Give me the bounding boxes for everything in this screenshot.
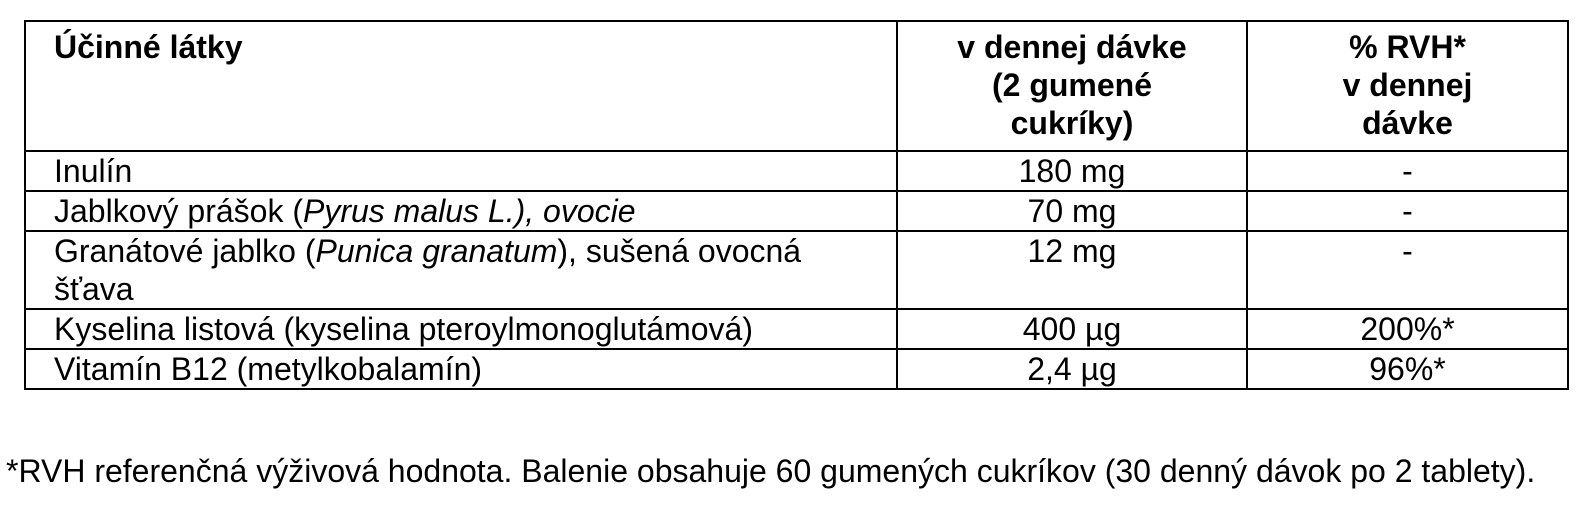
ingredient-name-wrap	[54, 232, 834, 308]
header-daily-dose-line-2: (2 gumené	[991, 67, 1153, 103]
rvh-cell: 200%*	[1247, 309, 1568, 349]
header-rvh-line-2: v dennej	[1342, 67, 1473, 103]
ingredient-name-part: Granátové jablko (	[54, 233, 316, 269]
header-active-ingredients	[25, 21, 897, 151]
table-row	[25, 349, 1568, 389]
header-rvh-line-1: % RVH*	[1349, 29, 1466, 65]
table-row	[25, 231, 1568, 309]
header-daily-dose-line-3: cukríky)	[1010, 105, 1134, 141]
ingredient-name-cell	[25, 309, 897, 349]
ingredient-name-part-italic: Punica granatum	[315, 233, 558, 269]
ingredient-name-part-italic: Pyrus malus L.), ovocie	[302, 193, 636, 229]
ingredient-name-part: Jablkový prášok (	[54, 193, 303, 229]
header-daily-dose-line-1: v dennej dávke	[957, 29, 1187, 65]
header-daily-dose	[897, 21, 1247, 151]
rvh-cell: -	[1247, 231, 1568, 309]
ingredient-name-part: ), sušená ovocná šťava	[54, 233, 802, 307]
rvh-cell: -	[1247, 191, 1568, 231]
ingredient-name-part: Kyselina listová (kyselina pteroylmonoglutámová)	[54, 311, 753, 347]
table-header-row	[25, 21, 1568, 151]
amount-cell: 400 µg	[897, 309, 1247, 349]
header-rvh-percent	[1247, 21, 1568, 151]
ingredient-name-cell	[25, 231, 897, 309]
amount-cell: 70 mg	[897, 191, 1247, 231]
ingredient-name-cell	[25, 151, 897, 191]
amount-cell: 2,4 µg	[897, 349, 1247, 389]
table-row	[25, 191, 1568, 231]
table-row	[25, 309, 1568, 349]
header-active-ingredients-label: Účinné látky	[54, 29, 243, 65]
ingredient-name-part: Vitamín B12 (metylkobalamín)	[54, 351, 483, 387]
ingredient-name-cell	[25, 349, 897, 389]
ingredient-name-part: Inulín	[54, 153, 133, 189]
ingredient-name-cell	[25, 191, 897, 231]
rvh-cell: 96%*	[1247, 349, 1568, 389]
table-row	[25, 151, 1568, 191]
amount-cell: 12 mg	[897, 231, 1247, 309]
rvh-cell: -	[1247, 151, 1568, 191]
header-rvh-line-3: dávke	[1362, 105, 1453, 141]
amount-cell: 180 mg	[897, 151, 1247, 191]
footnote: *RVH referenčná výživová hodnota. Balenie obsahuje 60 gumených cukríkov (30 denný dávok po 2 tablety).	[6, 453, 1536, 489]
nutrition-table	[24, 20, 1569, 390]
